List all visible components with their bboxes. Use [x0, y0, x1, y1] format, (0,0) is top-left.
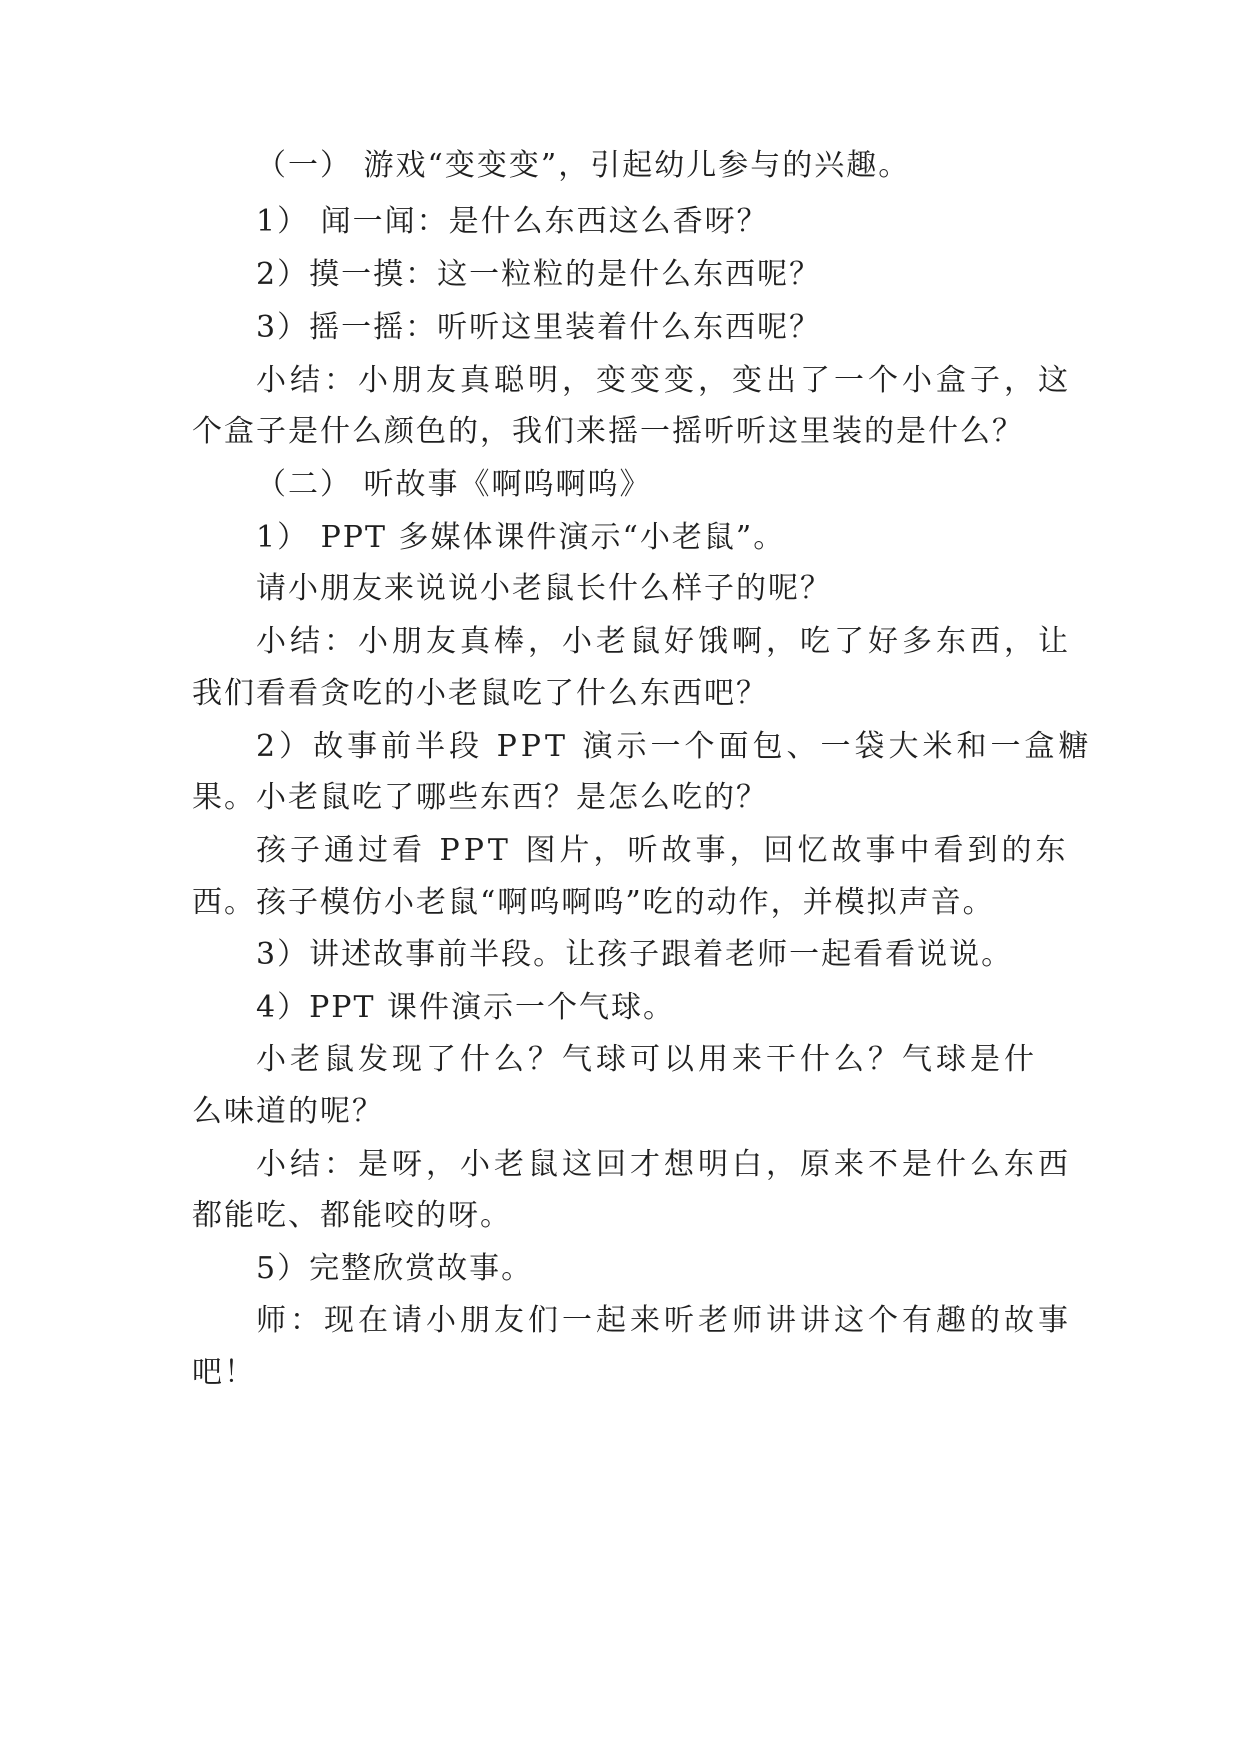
- paragraph-line: 4）PPT 课件演示一个气球。: [256, 990, 676, 1025]
- paragraph-line: 3）讲述故事前半段。让孩子跟着老师一起看看说说。: [256, 937, 1014, 972]
- paragraph-line: 师：现在请小朋友们一起来听老师讲讲这个有趣的故事: [256, 1303, 1072, 1338]
- section-heading-1: （一） 游戏“变变变”，引起幼儿参与的兴趣。: [256, 148, 911, 183]
- paragraph-line: 1） 闻一闻：是什么东西这么香呀？: [256, 204, 769, 239]
- paragraph-line: 个盒子是什么颜色的，我们来摇一摇听听这里装的是什么？: [192, 414, 1024, 449]
- paragraph-line: 么味道的呢？: [192, 1094, 384, 1129]
- paragraph-line: 西。孩子模仿小老鼠“啊呜啊呜”吃的动作，并模拟声音。: [192, 885, 995, 920]
- paragraph-line: 2）摸一摸：这一粒粒的是什么东西呢？: [256, 257, 822, 292]
- paragraph-line: 吧！: [192, 1355, 256, 1390]
- paragraph-line: 小结：小朋友真棒，小老鼠好饿啊，吃了好多东西，让: [256, 624, 1072, 659]
- paragraph-line: 孩子通过看 PPT 图片，听故事，回忆故事中看到的东: [256, 833, 1070, 868]
- paragraph-line: 小老鼠发现了什么？气球可以用来干什么？气球是什: [256, 1042, 1038, 1077]
- paragraph-line: 我们看看贪吃的小老鼠吃了什么东西吧？: [192, 676, 768, 711]
- paragraph-line: 2）故事前半段 PPT 演示一个面包、一袋大米和一盒糖: [256, 729, 1093, 764]
- paragraph-line: 小结：小朋友真聪明，变变变，变出了一个小盒子，这: [256, 363, 1072, 398]
- paragraph-line: 都能吃、都能咬的呀。: [192, 1198, 512, 1233]
- paragraph-line: 3）摇一摇：听听这里装着什么东西呢？: [256, 310, 822, 345]
- paragraph-line: 1） PPT 多媒体课件演示“小老鼠”。: [256, 520, 786, 555]
- paragraph-line: 5）完整欣赏故事。: [256, 1251, 534, 1286]
- section-heading-2: （二） 听故事《啊呜啊呜》: [256, 467, 652, 502]
- paragraph-line: 小结：是呀，小老鼠这回才想明白，原来不是什么东西: [256, 1147, 1072, 1182]
- paragraph-line: 果。小老鼠吃了哪些东西？是怎么吃的？: [192, 780, 768, 815]
- paragraph-line: 请小朋友来说说小老鼠长什么样子的呢？: [256, 571, 832, 606]
